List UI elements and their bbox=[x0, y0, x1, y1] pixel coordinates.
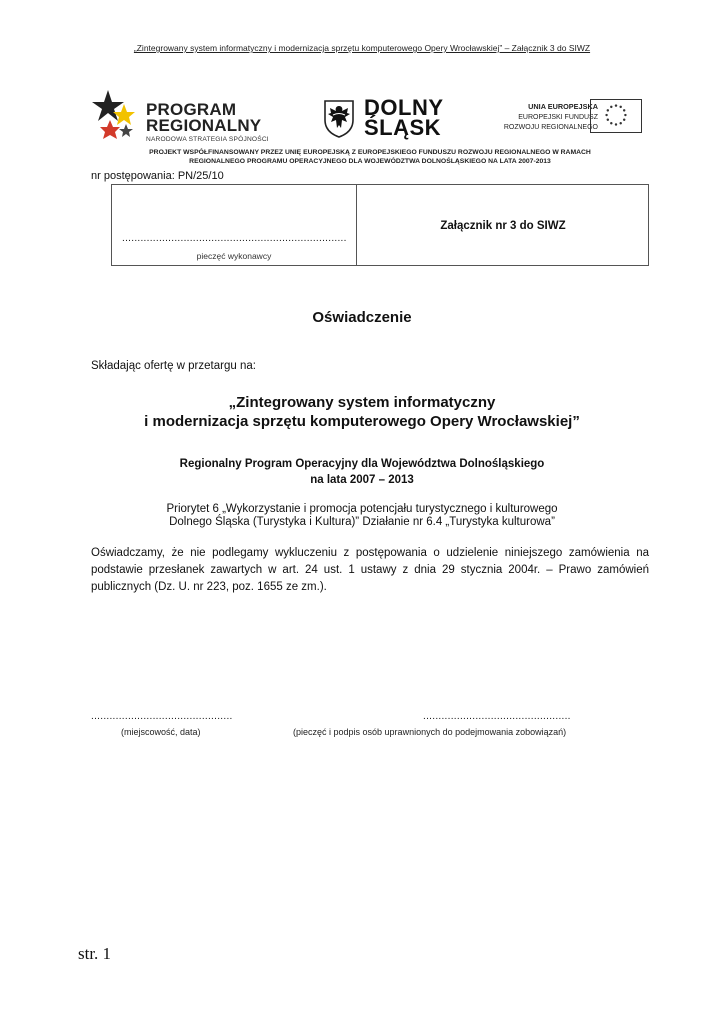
program-line-2: na lata 2007 – 2013 bbox=[310, 474, 414, 486]
lower-silesia-eagle-icon bbox=[322, 98, 356, 138]
place-date-caption: (miejscowość, data) bbox=[121, 727, 201, 737]
priority-text bbox=[0, 503, 724, 529]
project-line-1: PROJEKT WSPÓŁFINANSOWANY PRZEZ UNIĘ EUROPEJSKĄ Z EUROPEJSKIEGO FUNDUSZU ROZWOJU REGIONALNEGO W RAMACH bbox=[149, 149, 591, 156]
signature-dots: ................................................ bbox=[423, 711, 571, 722]
stamp-caption: pieczęć wykonawcy bbox=[196, 251, 272, 261]
erdf-line-1: EUROPEJSKI FUNDUSZ bbox=[518, 114, 598, 121]
stamp-dots: ......................................................................... bbox=[122, 233, 347, 244]
attachment-label: Załącznik nr 3 do SIWZ bbox=[440, 220, 566, 232]
project-line-2: REGIONALNEGO PROGRAMU OPERACYJNEGO DLA WOJEWÓDZTWA DOLNOŚLĄSKIEGO NA LATA 2007-2013 bbox=[189, 158, 551, 165]
tender-subject bbox=[0, 393, 724, 431]
dolny-slask-logo bbox=[364, 95, 444, 140]
program-name bbox=[0, 456, 724, 488]
nss-subtitle: NARODOWA STRATEGIA SPÓJNOŚCI bbox=[146, 136, 269, 143]
dolny-line: DOLNY bbox=[364, 95, 444, 120]
eu-text bbox=[484, 102, 598, 133]
intro-text: Składając ofertę w przetargu na: bbox=[91, 360, 256, 372]
eu-flag-icon bbox=[590, 99, 642, 133]
program-line: PROGRAM bbox=[146, 100, 237, 119]
logo-strip bbox=[90, 84, 650, 168]
procedure-number: nr postępowania: PN/25/10 bbox=[91, 170, 224, 182]
eu-name: UNIA EUROPEJSKA bbox=[528, 102, 598, 111]
erdf-line-2: ROZWOJU REGIONALNEGO bbox=[503, 124, 598, 131]
priority-line-2: Dolnego Śląska (Turystyka i Kultura)” Działanie nr 6.4 „Turystyka kulturowa” bbox=[169, 516, 555, 528]
regionalny-line: REGIONALNY bbox=[146, 116, 262, 135]
signature-caption: (pieczęć i podpis osób uprawnionych do podejmowania zobowiązań) bbox=[293, 727, 567, 737]
subject-line-2: i modernizacja sprzętu komputerowego Opery Wrocławskiej” bbox=[144, 413, 580, 430]
program-regionalny-emblem-icon bbox=[90, 86, 140, 144]
priority-line-1: Priorytet 6 „Wykorzystanie i promocja potencjału turystycznego i kulturowego bbox=[166, 503, 558, 515]
project-cofinancing-text bbox=[90, 148, 650, 166]
stamp-table bbox=[111, 184, 649, 266]
slask-line: ŚLĄSK bbox=[364, 115, 442, 140]
contractor-stamp-cell bbox=[112, 185, 357, 265]
document-title: Oświadczenie bbox=[312, 309, 412, 326]
program-regionalny-logo bbox=[146, 102, 261, 134]
page-number: str. 1 bbox=[78, 944, 112, 963]
place-date-dots: .............................................. bbox=[91, 711, 233, 722]
running-header: „Zintegrowany system informatyczny i modernizacja sprzętu komputerowego Opery Wrocławskiej” – Załącznik 3 do SIWZ bbox=[133, 43, 591, 53]
program-line-1: Regionalny Program Operacyjny dla Województwa Dolnośląskiego bbox=[179, 458, 545, 470]
declaration-paragraph: Oświadczamy, że nie podlegamy wykluczeniu z postępowania o udzielenie niniejszego zamówienia na podstawie przesłanek zawartych w art. 24 ust. 1 ustawy z dnia 29 stycznia 2004r. – Prawo zamówień publicznych (Dz. U. nr 223, poz. 1655 ze zm.). bbox=[91, 547, 649, 593]
subject-line-1: „Zintegrowany system informatyczny bbox=[228, 394, 496, 411]
